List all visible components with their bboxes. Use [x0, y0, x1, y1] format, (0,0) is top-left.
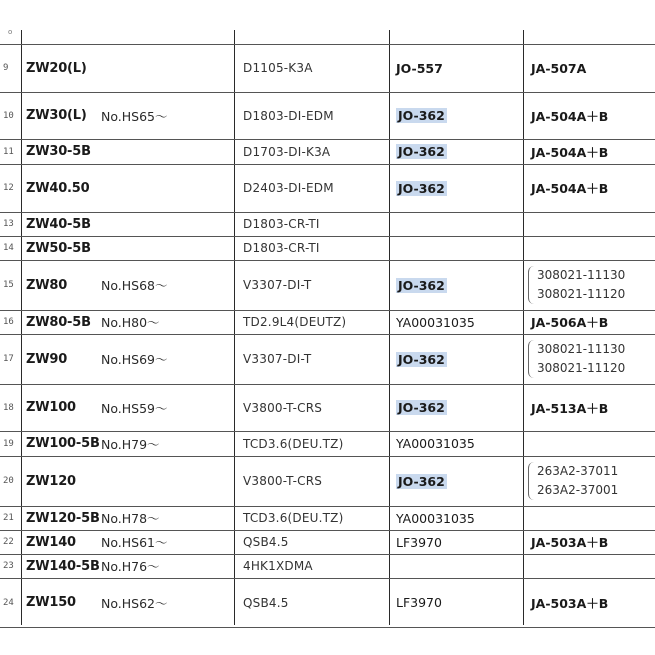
oil-filter-value: JO-362: [398, 473, 445, 489]
row-divider: [0, 506, 655, 507]
row-number: 20: [3, 476, 14, 486]
table-row: [0, 164, 655, 212]
serial-range: No.H76～: [101, 559, 160, 574]
row-divider: [0, 44, 655, 45]
oil-filter-part: [396, 334, 447, 384]
row-number: 13: [3, 219, 14, 229]
row-divider: [0, 212, 655, 213]
fuel-filter-part: [531, 456, 618, 506]
row-number: 16: [3, 317, 14, 327]
serial-range: No.H80～: [101, 315, 160, 330]
model-name: ZW100-5B: [26, 436, 100, 451]
model-name: ZW140-5B: [26, 558, 100, 574]
oil-filter-value: JO-362: [398, 277, 445, 293]
oil-filter-part: [396, 431, 475, 456]
table-row: [0, 310, 655, 334]
engine-model: TCD3.6(DEU.TZ): [243, 436, 344, 451]
engine-model: QSB4.5: [243, 595, 289, 610]
fuel-filter-part: JA-513A＋B: [531, 400, 609, 416]
table-row: [0, 92, 655, 139]
row-number: 10: [3, 110, 14, 121]
row-number: 11: [3, 146, 14, 157]
engine-model: D1105-K3A: [243, 61, 313, 75]
row-divider: [0, 431, 655, 432]
oil-filter-value: JO-362: [398, 400, 445, 415]
row-divider: [0, 92, 655, 93]
model-name: ZW90: [26, 351, 68, 367]
oil-filter-value: JO-557: [396, 60, 443, 76]
oil-filter-value: LF3970: [396, 595, 442, 610]
fuel-filter-part: JA-503A＋B: [531, 595, 609, 611]
row-divider: [0, 310, 655, 311]
table-row: [0, 212, 655, 236]
engine-model: D1803-DI-EDM: [243, 108, 334, 123]
fuel-filter-part: JA-507A: [531, 60, 587, 76]
oil-filter-value: JO-362: [398, 144, 445, 159]
oil-filter-part: [396, 44, 443, 92]
row-number: 21: [3, 513, 14, 523]
row-divider: [0, 578, 655, 579]
model-name: ZW120-5B: [26, 510, 100, 526]
row-divider: [0, 456, 655, 457]
model-name: ZW50-5B: [26, 240, 91, 256]
model-name: ZW20(L): [26, 60, 87, 76]
model-name: ZW80-5B: [26, 314, 91, 330]
oil-filter-part: [396, 384, 447, 431]
oil-filter-part: [396, 310, 475, 334]
model-name: ZW140: [26, 534, 76, 550]
oil-filter-value: YA00031035: [396, 510, 475, 526]
serial-range: No.HS59～: [101, 400, 168, 416]
row-divider: [0, 164, 655, 165]
serial-range: No.H78～: [101, 511, 160, 526]
row-divider: [0, 384, 655, 385]
model-name: ZW40.50: [26, 180, 90, 196]
fuel-filter-value: 308021-11130: [537, 268, 626, 282]
engine-model: V3307-DI-T: [243, 278, 312, 292]
fuel-filter-pair: [528, 462, 618, 500]
fuel-filter-part: JA-504A＋B: [531, 108, 609, 124]
engine-model: QSB4.5: [243, 535, 289, 549]
serial-range: No.HS61～: [101, 535, 168, 550]
oil-filter-part: [396, 578, 442, 627]
row-number: 14: [3, 243, 14, 253]
model-name: ZW120: [26, 473, 76, 489]
table-row: [0, 554, 655, 578]
fuel-filter-value: 308021-11130: [537, 342, 626, 356]
serial-range: No.HS62～: [101, 595, 168, 611]
model-name: ZW30-5B: [26, 144, 91, 159]
table-row: [0, 578, 655, 627]
engine-model: D1803-CR-TI: [243, 217, 320, 231]
serial-range: No.HS69～: [101, 352, 168, 367]
serial-range: No.HS68～: [101, 278, 168, 293]
fuel-filter-value: 308021-11120: [537, 361, 626, 375]
fuel-filter-part: [531, 260, 625, 310]
table-row: [0, 506, 655, 530]
oil-filter-value: YA00031035: [396, 314, 475, 330]
row-divider: [0, 554, 655, 555]
oil-filter-part: [396, 530, 442, 554]
engine-model: TD2.9L4(DEUTZ): [243, 315, 347, 329]
fuel-filter-value: 263A2-37001: [537, 483, 619, 497]
model-name: ZW100: [26, 400, 76, 415]
engine-model: V3800-T-CRS: [243, 400, 323, 415]
fuel-filter-value: 263A2-37011: [537, 464, 619, 478]
row-number: 18: [3, 402, 14, 413]
engine-model: 4HK1XDMA: [243, 559, 313, 573]
oil-filter-value: YA00031035: [396, 436, 475, 451]
table-row: [0, 431, 655, 456]
row-divider: [0, 627, 655, 628]
row-divider: [0, 139, 655, 140]
oil-filter-part: [396, 92, 447, 139]
model-name: ZW80: [26, 277, 68, 293]
oil-filter-value: JO-362: [398, 108, 445, 123]
table-row: [0, 456, 655, 506]
row-number: 22: [3, 537, 14, 547]
serial-range: No.H79～: [101, 436, 160, 452]
oil-filter-value: JO-362: [398, 180, 445, 196]
table-row: [0, 260, 655, 310]
row-number: 24: [3, 597, 14, 608]
fuel-filter-part: JA-506A＋B: [531, 315, 609, 330]
table-row: [0, 530, 655, 554]
oil-filter-part: [396, 139, 447, 164]
oil-filter-part: [396, 164, 447, 212]
oil-filter-part: [396, 506, 475, 530]
table-row: [0, 139, 655, 164]
row-divider: [0, 334, 655, 335]
row-number: 17: [3, 354, 14, 364]
fuel-filter-value: 308021-11120: [537, 287, 626, 301]
row-number: 9: [3, 63, 9, 73]
table-row: [0, 334, 655, 384]
model-name: ZW30(L): [26, 108, 87, 123]
engine-model: D1703-DI-K3A: [243, 144, 331, 159]
oil-filter-value: JO-362: [398, 351, 445, 367]
table-row: [0, 44, 655, 92]
oil-filter-part: [396, 260, 447, 310]
fuel-filter-part: JA-504A＋B: [531, 144, 609, 160]
row-divider: [0, 530, 655, 531]
table-row: [0, 384, 655, 431]
fuel-filter-pair: [528, 340, 625, 378]
fuel-filter-part: [531, 334, 625, 384]
engine-model: D1803-CR-TI: [243, 241, 320, 255]
row-number: 23: [3, 561, 14, 571]
fuel-filter-part: JA-503A＋B: [531, 535, 609, 550]
oil-filter-value: LF3970: [396, 534, 442, 550]
top-mark: o: [8, 28, 13, 36]
oil-filter-part: [396, 456, 447, 506]
fuel-filter-part: JA-504A＋B: [531, 181, 609, 196]
row-divider: [0, 236, 655, 237]
model-name: ZW40-5B: [26, 216, 91, 232]
engine-model: V3307-DI-T: [243, 352, 312, 366]
serial-range: No.HS65～: [101, 108, 168, 124]
engine-model: D2403-DI-EDM: [243, 181, 334, 195]
model-name: ZW150: [26, 595, 76, 610]
fuel-filter-pair: [528, 266, 625, 304]
row-divider: [0, 260, 655, 261]
row-number: 15: [3, 280, 14, 290]
table-row: [0, 236, 655, 260]
row-number: 12: [3, 183, 14, 193]
row-number: 19: [3, 438, 14, 449]
engine-model: V3800-T-CRS: [243, 474, 323, 488]
engine-model: TCD3.6(DEU.TZ): [243, 511, 344, 525]
